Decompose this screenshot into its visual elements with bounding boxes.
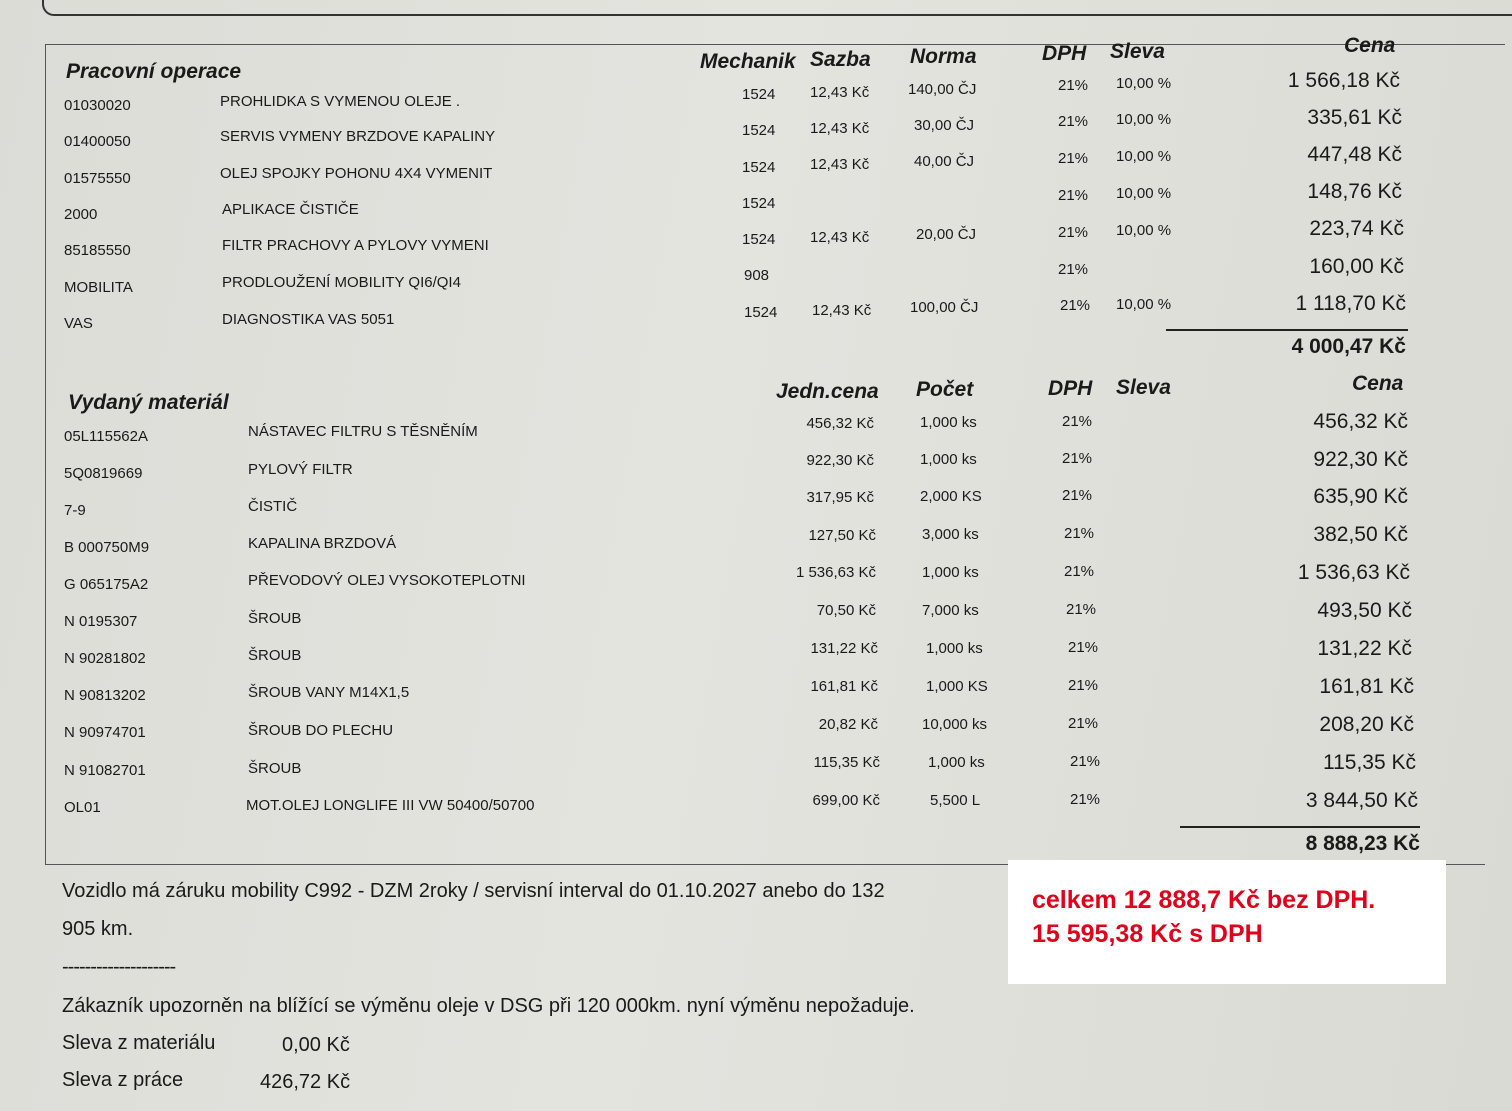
vat-rate: 21% [1062,487,1093,504]
separator-dashes: -------------------- [62,956,176,978]
line-price: 635,90 Kč [1313,485,1408,508]
unit-price: 70,50 Kč [816,602,876,619]
customer-note: Zákazník upozorněn na blížící se výměnu oleje v DSG při 120 000km. nyní výměnu nepožaduje. [62,995,915,1017]
vat-rate: 21% [1070,791,1101,808]
discount-rate: 10,00 % [1116,148,1172,165]
header-cena: Cena [1344,34,1396,57]
rate: 12,43 Kč [810,84,870,101]
quantity: 2,000 KS [920,488,982,505]
vat-rate: 21% [1070,753,1101,770]
item-code: 01575550 [64,170,131,187]
mechanik-id: 1524 [744,304,778,321]
warranty-note-line2: 905 km. [62,918,134,940]
item-code: 2000 [64,206,98,223]
discount-rate: 10,00 % [1116,296,1172,313]
discount-rate: 10,00 % [1116,185,1172,202]
norm-hours: 140,00 ČJ [908,81,977,98]
header-material-cena: Cena [1352,372,1404,395]
part-number: 05L115562A [64,428,148,445]
item-description: SERVIS VYMENY BRZDOVE KAPALINY [220,128,496,145]
part-number: N 90974701 [64,724,146,741]
unit-price: 317,95 Kč [806,489,874,506]
line-price: 493,50 Kč [1317,599,1412,622]
rate: 12,43 Kč [810,156,870,173]
quantity: 3,000 ks [922,526,979,543]
line-price: 335,61 Kč [1307,106,1402,129]
labor-total: 4 000,47 Kč [1291,335,1406,358]
part-description: ŠROUB [248,647,302,664]
vat-rate: 21% [1058,261,1089,278]
header-material-dph: DPH [1048,377,1093,400]
quantity: 5,500 L [930,792,981,809]
total-without-vat: celkem 12 888,7 Kč bez DPH. [1032,886,1376,914]
part-number: B 000750M9 [64,539,150,556]
part-description: NÁSTAVEC FILTRU S TĚSNĚNÍM [248,423,478,440]
line-price: 208,20 Kč [1319,713,1414,736]
part-number: N 91082701 [64,762,146,779]
item-code: 01030020 [64,97,131,114]
mechanik-id: 1524 [742,195,776,212]
part-number: N 0195307 [64,613,138,630]
part-number: 5Q0819669 [64,465,143,482]
part-description: ŠROUB [248,760,302,777]
item-code: 01400050 [64,133,131,150]
rate: 12,43 Kč [812,302,872,319]
rate: 12,43 Kč [810,120,870,137]
unit-price: 699,00 Kč [812,792,880,809]
total-annotation-box [1008,860,1446,984]
quantity: 1,000 ks [922,564,979,581]
item-description: PRODLOUŽENÍ MOBILITY QI6/QI4 [222,274,461,291]
norm-hours: 20,00 ČJ [916,226,977,243]
vat-rate: 21% [1064,563,1095,580]
vat-rate: 21% [1062,450,1093,467]
header-material-sleva: Sleva [1116,376,1171,399]
line-price: 447,48 Kč [1307,143,1402,166]
norm-hours: 40,00 ČJ [914,153,975,170]
header-pocet: Počet [916,378,974,401]
part-description: MOT.OLEJ LONGLIFE III VW 50400/50700 [246,797,535,814]
item-description: OLEJ SPOJKY POHONU 4X4 VYMENIT [220,165,493,182]
section-box-left [45,44,46,864]
mechanik-id: 1524 [742,122,776,139]
warranty-note-line1: Vozidlo má záruku mobility C992 - DZM 2roky / servisní interval do 01.10.2027 anebo do 132 [62,880,885,902]
line-price: 456,32 Kč [1313,410,1408,433]
total-with-vat: 15 595,38 Kč s DPH [1032,920,1263,948]
line-price: 1 566,18 Kč [1287,69,1400,92]
item-code: 85185550 [64,242,131,259]
labor-section-title: Pracovní operace [66,60,242,83]
line-price: 160,00 Kč [1309,255,1404,278]
part-description: KAPALINA BRZDOVÁ [248,535,397,552]
norm-hours: 100,00 ČJ [910,299,979,316]
part-number: OL01 [64,799,101,816]
vat-rate: 21% [1062,413,1093,430]
header-jedn-cena: Jedn.cena [776,380,879,403]
part-number: N 90281802 [64,650,146,667]
section-box-top [45,44,1505,45]
vat-rate: 21% [1058,187,1089,204]
line-price: 1 536,63 Kč [1297,561,1410,584]
labor-discount-label: Sleva z práce [62,1069,184,1091]
unit-price: 456,32 Kč [806,415,874,432]
quantity: 1,000 ks [926,640,983,657]
labor-sum-line [1166,329,1408,331]
unit-price: 115,35 Kč [813,754,880,771]
header-norma: Norma [910,45,977,68]
labor-discount-value: 426,72 Kč [260,1071,351,1093]
quantity: 1,000 ks [920,414,977,431]
line-price: 382,50 Kč [1313,523,1408,546]
part-number: 7-9 [64,502,86,519]
mechanik-id: 1524 [742,231,776,248]
line-price: 148,76 Kč [1307,180,1402,203]
line-price: 161,81 Kč [1319,675,1414,698]
part-description: ŠROUB VANY M14X1,5 [248,684,410,701]
line-price: 1 118,70 Kč [1295,292,1406,315]
norm-hours: 30,00 ČJ [914,117,975,134]
quantity: 10,000 ks [922,716,988,733]
item-description: DIAGNOSTIKA VAS 5051 [222,311,395,328]
item-code: MOBILITA [64,279,133,296]
vat-rate: 21% [1058,150,1089,167]
quantity: 1,000 KS [926,678,988,695]
header-sazba: Sazba [810,48,871,71]
discount-rate: 10,00 % [1116,111,1172,128]
item-description: FILTR PRACHOVY A PYLOVY VYMENI [222,237,489,254]
vat-rate: 21% [1060,297,1091,314]
part-number: N 90813202 [64,687,146,704]
discount-rate: 10,00 % [1116,75,1172,92]
header-mechanik: Mechanik [700,50,796,73]
unit-price: 161,81 Kč [810,678,878,695]
line-price: 223,74 Kč [1309,217,1404,240]
item-description: PROHLIDKA S VYMENOU OLEJE . [220,93,461,110]
material-sum-line [1180,826,1420,828]
part-description: PYLOVÝ FILTR [248,461,353,478]
unit-price: 1 536,63 Kč [795,564,876,581]
vat-rate: 21% [1068,677,1099,694]
mechanik-id: 1524 [742,86,776,103]
mechanik-id: 1524 [742,159,776,176]
line-price: 115,35 Kč [1322,751,1416,774]
part-description: ŠROUB [248,610,302,627]
unit-price: 922,30 Kč [806,452,874,469]
item-description: APLIKACE ČISTIČE [222,201,359,218]
quantity: 7,000 ks [922,602,979,619]
vat-rate: 21% [1064,525,1095,542]
line-price: 3 844,50 Kč [1305,789,1418,812]
material-section-title: Vydaný materiál [68,391,229,414]
unit-price: 127,50 Kč [808,527,876,544]
material-discount-label: Sleva z materiálu [62,1032,216,1054]
header-dph: DPH [1042,42,1087,65]
material-discount-value: 0,00 Kč [282,1034,350,1056]
vat-rate: 21% [1068,715,1099,732]
vat-rate: 21% [1058,224,1089,241]
vat-rate: 21% [1058,77,1089,94]
vat-rate: 21% [1068,639,1099,656]
part-description: PŘEVODOVÝ OLEJ VYSOKOTEPLOTNI [248,572,526,589]
line-price: 922,30 Kč [1313,448,1408,471]
unit-price: 20,82 Kč [818,716,878,733]
material-total: 8 888,23 Kč [1305,832,1420,855]
discount-rate: 10,00 % [1116,222,1172,239]
line-price: 131,22 Kč [1317,637,1412,660]
top-frame-border [42,0,1512,16]
unit-price: 131,22 Kč [810,640,878,657]
item-code: VAS [64,315,93,332]
header-sleva: Sleva [1110,40,1165,63]
vat-rate: 21% [1066,601,1097,618]
rate: 12,43 Kč [810,229,870,246]
quantity: 1,000 ks [920,451,977,468]
part-number: G 065175A2 [64,576,149,593]
part-description: ŠROUB DO PLECHU [248,722,394,739]
part-description: ČISTIČ [248,498,298,515]
vat-rate: 21% [1058,113,1089,130]
mechanik-id: 908 [744,267,770,284]
quantity: 1,000 ks [928,754,985,771]
